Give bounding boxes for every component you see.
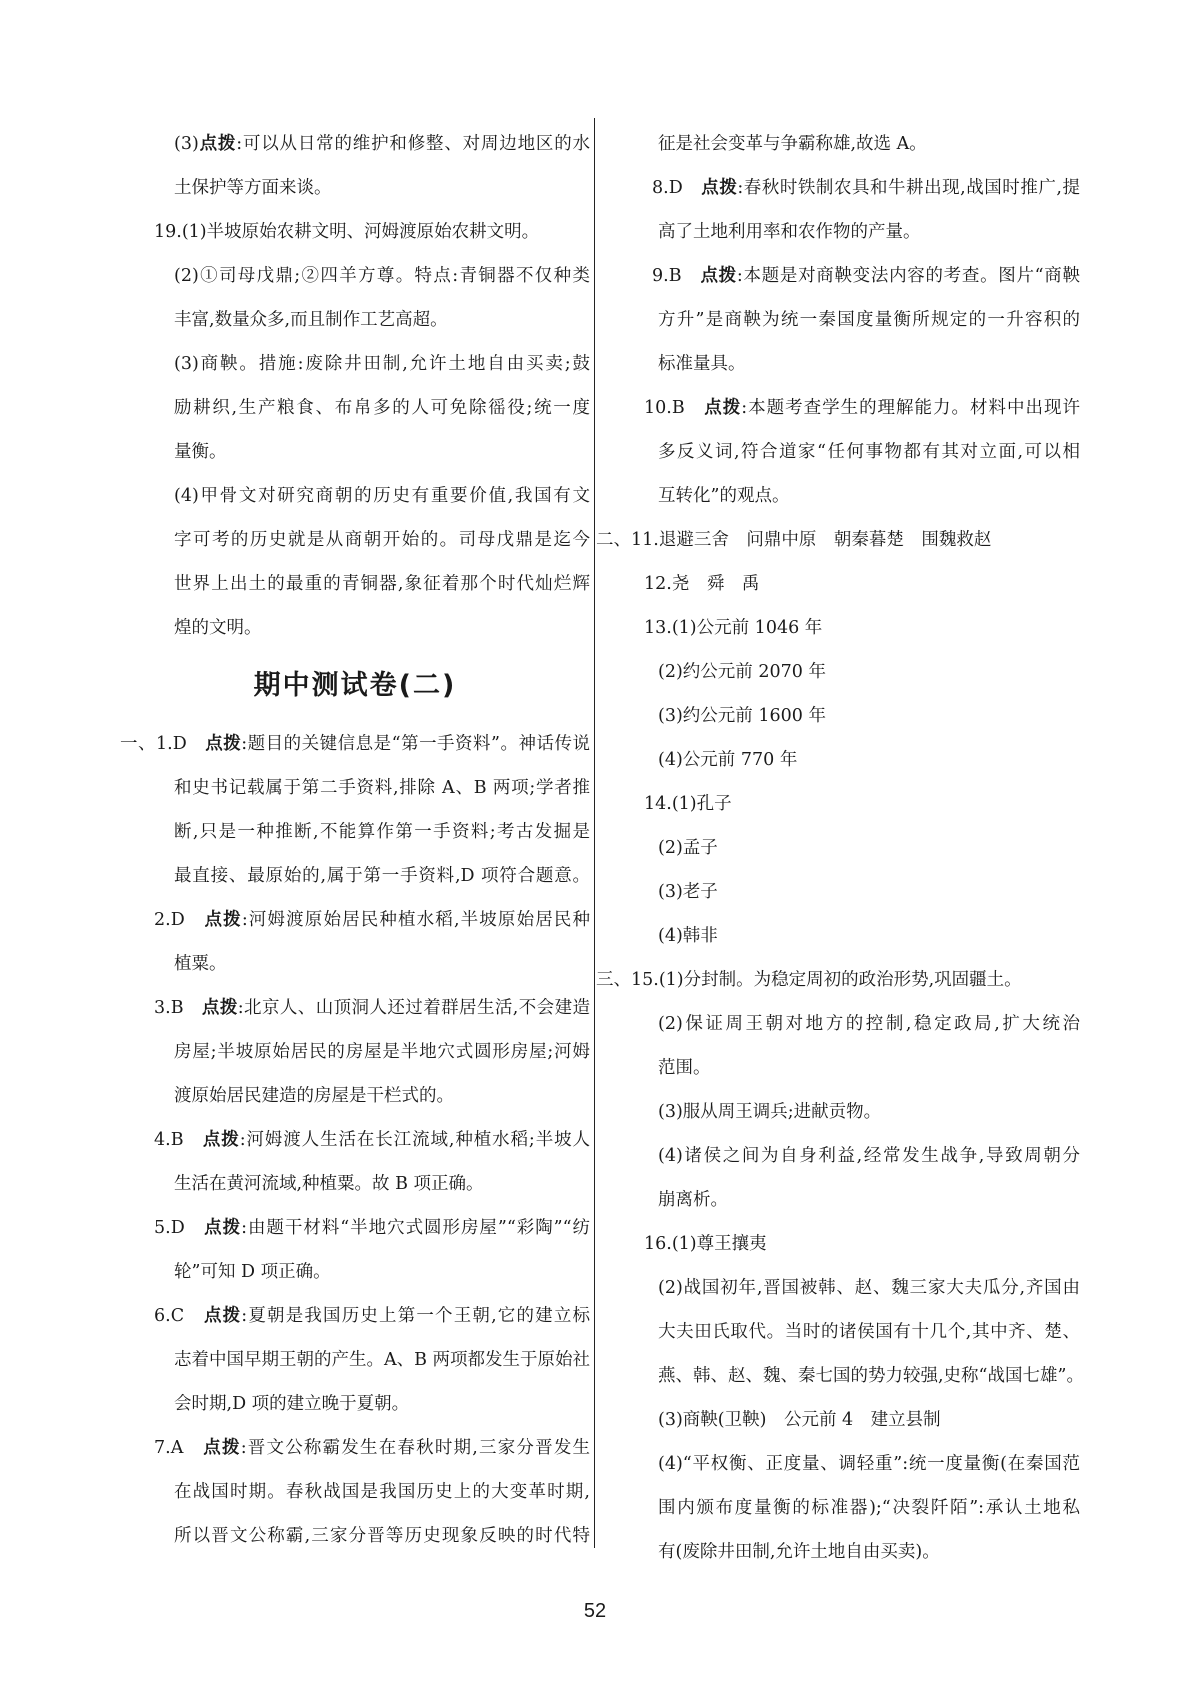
text-line: 生活在黄河流域,种植粟。故 B 项正确。 bbox=[174, 1174, 484, 1194]
text-line: (4)公元前 770 年 bbox=[658, 750, 798, 770]
text-line: 崩离析。 bbox=[658, 1190, 728, 1210]
question-12: 12.尧 舜 禹 bbox=[644, 574, 760, 594]
text-line: (3)商鞅。措施:废除井田制,允许土地自由买卖;鼓 bbox=[174, 354, 590, 374]
text-line: (3)点拨:可以从日常的维护和修整、对周边地区的水 bbox=[174, 134, 590, 154]
text-line: 会时期,D 项的建立晚于夏朝。 bbox=[174, 1394, 410, 1414]
question-16: 16.(1)尊王攘夷 bbox=[644, 1234, 767, 1254]
text-line: (4)甲骨文对研究商朝的历史有重要价值,我国有文 bbox=[174, 486, 590, 506]
text-line: 在战国时期。春秋战国是我国历史上的大变革时期, bbox=[174, 1482, 590, 1502]
text-line: (2)孟子 bbox=[658, 838, 718, 858]
text-line: (2)①司母戊鼎;②四羊方尊。特点:青铜器不仅种类 bbox=[174, 266, 590, 286]
text-line: (2)保证周王朝对地方的控制,稳定政局,扩大统治 bbox=[658, 1014, 1080, 1034]
text-line: 和史书记载属于第二手资料,排除 A、B 两项;学者推 bbox=[174, 778, 590, 798]
question-5: 5.D 点拨:由题干材料“半地穴式圆形房屋”“彩陶”“纺 bbox=[154, 1218, 591, 1238]
text-line: 世界上出土的最重的青铜器,象征着那个时代灿烂辉 bbox=[174, 574, 590, 594]
question-2: 2.D 点拨:河姆渡原始居民种植水稻,半坡原始居民种 bbox=[154, 910, 591, 930]
section-title: 期中测试卷(二) bbox=[253, 670, 457, 701]
text-line: 征是社会变革与争霸称雄,故选 A。 bbox=[658, 134, 927, 154]
text-line: (4)诸侯之间为自身利益,经常发生战争,导致周朝分 bbox=[658, 1146, 1080, 1166]
text-line: 断,只是一种推断,不能算作第一手资料;考古发掘是 bbox=[174, 822, 590, 842]
text-line: 轮”可知 D 项正确。 bbox=[174, 1262, 331, 1282]
text-line: 所以晋文公称霸,三家分晋等历史现象反映的时代特 bbox=[174, 1526, 590, 1546]
text-line: 有(废除井田制,允许土地自由买卖)。 bbox=[658, 1542, 940, 1562]
question-8: 8.D 点拨:春秋时铁制农具和牛耕出现,战国时推广,提 bbox=[652, 178, 1080, 198]
text-line: (4)“平权衡、正度量、调轻重”:统一度量衡(在秦国范 bbox=[658, 1454, 1080, 1474]
text-line: 多反义词,符合道家“任何事物都有其对立面,可以相 bbox=[658, 442, 1080, 462]
question-6: 6.C 点拨:夏朝是我国历史上第一个王朝,它的建立标 bbox=[154, 1306, 590, 1326]
question-11: 二、11.退避三舍 问鼎中原 朝秦暮楚 围魏救赵 bbox=[596, 530, 992, 550]
text-line: 植粟。 bbox=[174, 954, 227, 974]
text-line: 范围。 bbox=[658, 1058, 711, 1078]
left-column bbox=[120, 122, 590, 1558]
question-14: 14.(1)孔子 bbox=[644, 794, 732, 814]
text-line: (3)约公元前 1600 年 bbox=[658, 706, 826, 726]
question-4: 4.B 点拨:河姆渡人生活在长江流域,种植水稻;半坡人 bbox=[154, 1130, 591, 1150]
text-line: (2)战国初年,晋国被韩、赵、魏三家大夫瓜分,齐国由 bbox=[658, 1278, 1080, 1298]
text-line: 标准量具。 bbox=[658, 354, 746, 374]
text-line: 互转化”的观点。 bbox=[658, 486, 790, 506]
text-line: (2)约公元前 2070 年 bbox=[658, 662, 826, 682]
page-number: 52 bbox=[583, 1600, 607, 1622]
column-divider bbox=[594, 118, 595, 1548]
text-line: 方升”是商鞅为统一秦国度量衡所规定的一升容积的 bbox=[658, 310, 1080, 330]
text-line: 量衡。 bbox=[174, 442, 227, 462]
text-line: (4)韩非 bbox=[658, 926, 718, 946]
question-7: 7.A 点拨:晋文公称霸发生在春秋时期,三家分晋发生 bbox=[154, 1438, 591, 1458]
question-15: 三、15.(1)分封制。为稳定周初的政治形势,巩固疆土。 bbox=[596, 970, 1022, 990]
text-line: 渡原始居民建造的房屋是干栏式的。 bbox=[174, 1086, 454, 1106]
text-line: 最直接、最原始的,属于第一手资料,D 项符合题意。 bbox=[174, 866, 590, 886]
text-line: 字可考的历史就是从商朝开始的。司母戊鼎是迄今 bbox=[174, 530, 590, 550]
text-line: 丰富,数量众多,而且制作工艺高超。 bbox=[174, 310, 448, 330]
text-line: (3)服从周王调兵;进献贡物。 bbox=[658, 1102, 882, 1122]
text-line: 励耕织,生产粮食、布帛多的人可免除徭役;统一度 bbox=[174, 398, 590, 418]
text-line: 土保护等方面来谈。 bbox=[174, 178, 332, 198]
text-line: (3)商鞅(卫鞅) 公元前 4 建立县制 bbox=[658, 1410, 941, 1430]
question-3: 3.B 点拨:北京人、山顶洞人还过着群居生活,不会建造 bbox=[154, 998, 591, 1018]
text-line: 房屋;半坡原始居民的房屋是半地穴式圆形房屋;河姆 bbox=[174, 1042, 590, 1062]
question-1: 一、1.D 点拨:题目的关键信息是“第一手资料”。神话传说 bbox=[120, 734, 590, 754]
text-line: 大夫田氏取代。当时的诸侯国有十几个,其中齐、楚、 bbox=[658, 1322, 1080, 1342]
text-line: (3)老子 bbox=[658, 882, 718, 902]
text-line: 煌的文明。 bbox=[174, 618, 262, 638]
text-line: 燕、韩、赵、魏、秦七国的势力较强,史称“战国七雄”。 bbox=[658, 1366, 1084, 1386]
question-9: 9.B 点拨:本题是对商鞅变法内容的考查。图片“商鞅 bbox=[652, 266, 1081, 286]
text-line: 19.(1)半坡原始农耕文明、河姆渡原始农耕文明。 bbox=[154, 222, 540, 242]
question-10: 10.B 点拨:本题考查学生的理解能力。材料中出现许 bbox=[644, 398, 1081, 418]
text-line: 高了土地利用率和农作物的产量。 bbox=[658, 222, 921, 242]
question-13: 13.(1)公元前 1046 年 bbox=[644, 618, 823, 638]
text-line: 志着中国早期王朝的产生。A、B 两项都发生于原始社 bbox=[174, 1350, 591, 1370]
right-column bbox=[596, 122, 1084, 1574]
text-line: 围内颁布度量衡的标准器);“决裂阡陌”:承认土地私 bbox=[658, 1498, 1080, 1518]
